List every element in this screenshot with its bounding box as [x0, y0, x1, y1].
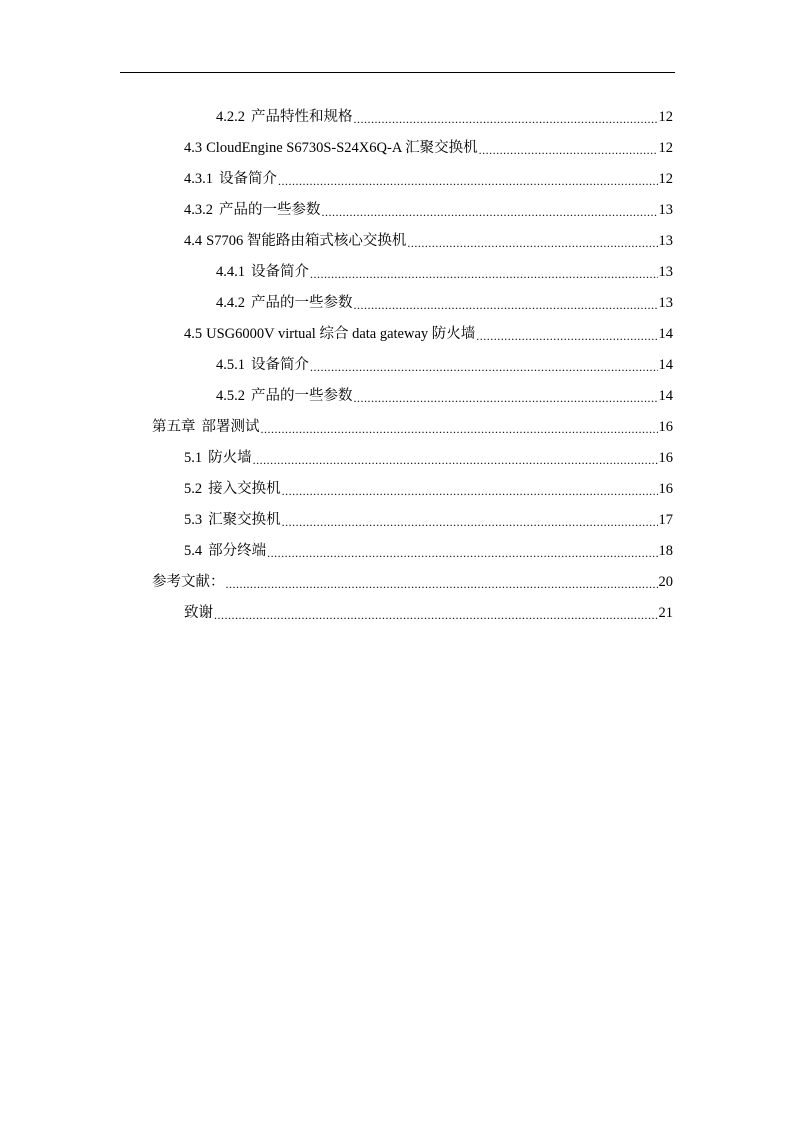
- toc-entry-title: USG6000V virtual 综合 data gateway 防火墙: [206, 326, 476, 342]
- toc-entry[interactable]: [216, 102, 673, 133]
- toc-entry-page: 13: [658, 264, 673, 280]
- toc-entry-title: 产品的一些参数: [251, 295, 353, 311]
- toc-entry-number: 5.3: [184, 512, 203, 528]
- toc-entry-number: 4.5: [184, 326, 203, 342]
- toc-entry-page: 12: [658, 171, 673, 187]
- toc-leader-dots: [354, 102, 658, 133]
- toc-entry-number: 5.2: [184, 481, 203, 497]
- header-rule: [120, 72, 675, 73]
- toc-entry-title: 产品的一些参数: [251, 388, 353, 404]
- toc-entry[interactable]: [184, 319, 673, 350]
- toc-leader-dots: [407, 226, 657, 257]
- toc-entry-number: 5.4: [184, 543, 203, 559]
- toc-entry-number: 4.3: [184, 140, 203, 156]
- toc-entry-page: 13: [658, 295, 673, 311]
- toc-leader-dots: [282, 505, 658, 536]
- toc-entry-page: 14: [658, 388, 673, 404]
- toc-entry-title: 产品的一些参数: [219, 202, 321, 218]
- toc-leader-dots: [310, 350, 658, 381]
- toc-entry-page: 17: [658, 512, 673, 528]
- toc-entry-number: 4.4.2: [216, 295, 245, 311]
- toc-entry-number: 4.4: [184, 233, 203, 249]
- toc-entry-page: 18: [658, 543, 673, 559]
- toc-entry[interactable]: [184, 505, 673, 536]
- toc-leader-dots: [267, 536, 657, 567]
- toc-entry-page: 16: [658, 481, 673, 497]
- toc-entry-page: 20: [658, 574, 673, 590]
- toc-entry-page: 16: [658, 419, 673, 435]
- toc-entry[interactable]: [216, 350, 673, 381]
- toc-entry-number: 4.3.2: [184, 202, 213, 218]
- toc-entry-page: 16: [658, 450, 673, 466]
- toc-entry-page: 14: [658, 326, 673, 342]
- toc-leader-dots: [354, 381, 658, 412]
- toc-leader-dots: [226, 567, 658, 598]
- toc-leader-dots: [282, 474, 658, 505]
- toc-entry-title: S7706 智能路由箱式核心交换机: [206, 233, 407, 249]
- toc-entry-title: 汇聚交换机: [208, 512, 281, 528]
- toc-entry-number: 4.4.1: [216, 264, 245, 280]
- toc-entry[interactable]: [184, 536, 673, 567]
- toc-entry-title: 部署测试: [201, 419, 260, 435]
- toc-entry[interactable]: [216, 257, 673, 288]
- toc-entry-number: 4.2.2: [216, 109, 245, 125]
- toc-entry-page: 13: [658, 233, 673, 249]
- toc-entry[interactable]: [184, 164, 673, 195]
- toc-entry-page: 13: [658, 202, 673, 218]
- toc-entry-title: 致谢: [184, 605, 213, 621]
- toc-leader-dots: [310, 257, 658, 288]
- toc-entry[interactable]: [152, 567, 673, 598]
- toc-entry[interactable]: [184, 598, 673, 629]
- toc-leader-dots: [479, 133, 658, 164]
- toc-entry-title: 部分终端: [208, 543, 267, 559]
- toc-entry-number: 4.5.1: [216, 357, 245, 373]
- toc-entry-page: 12: [658, 140, 673, 156]
- toc-entry-title: 设备简介: [219, 171, 277, 187]
- toc-entry-title: 产品特性和规格: [251, 109, 353, 125]
- toc-entry[interactable]: [216, 381, 673, 412]
- toc-entry[interactable]: [216, 288, 673, 319]
- toc-leader-dots: [354, 288, 658, 319]
- toc-entry[interactable]: [184, 443, 673, 474]
- toc-leader-dots: [261, 412, 658, 443]
- toc-leader-dots: [214, 598, 658, 629]
- toc-entry-page: 14: [658, 357, 673, 373]
- toc-entry[interactable]: [152, 412, 673, 443]
- toc-entry-page: 21: [658, 605, 673, 621]
- toc-entry[interactable]: [184, 133, 673, 164]
- toc-entry[interactable]: [184, 195, 673, 226]
- toc-entry-number: 4.5.2: [216, 388, 245, 404]
- toc-entry-title: 防火墙: [208, 450, 252, 466]
- toc-leader-dots: [278, 164, 658, 195]
- toc-entry-title: 参考文献：: [152, 574, 225, 590]
- toc-entry[interactable]: [184, 474, 673, 505]
- toc-entry-title: 设备简介: [251, 357, 309, 373]
- toc-entry[interactable]: [184, 226, 673, 257]
- toc-entry-number: 第五章: [152, 419, 196, 435]
- toc-entry-number: 4.3.1: [184, 171, 213, 187]
- toc-leader-dots: [476, 319, 657, 350]
- toc-entry-page: 12: [658, 109, 673, 125]
- toc-leader-dots: [322, 195, 658, 226]
- toc-leader-dots: [253, 443, 658, 474]
- toc-entry-title: 接入交换机: [208, 481, 281, 497]
- toc-entry-number: 5.1: [184, 450, 203, 466]
- toc-entry-title: CloudEngine S6730S-S24X6Q-A 汇聚交换机: [206, 140, 478, 156]
- toc-entry-title: 设备简介: [251, 264, 309, 280]
